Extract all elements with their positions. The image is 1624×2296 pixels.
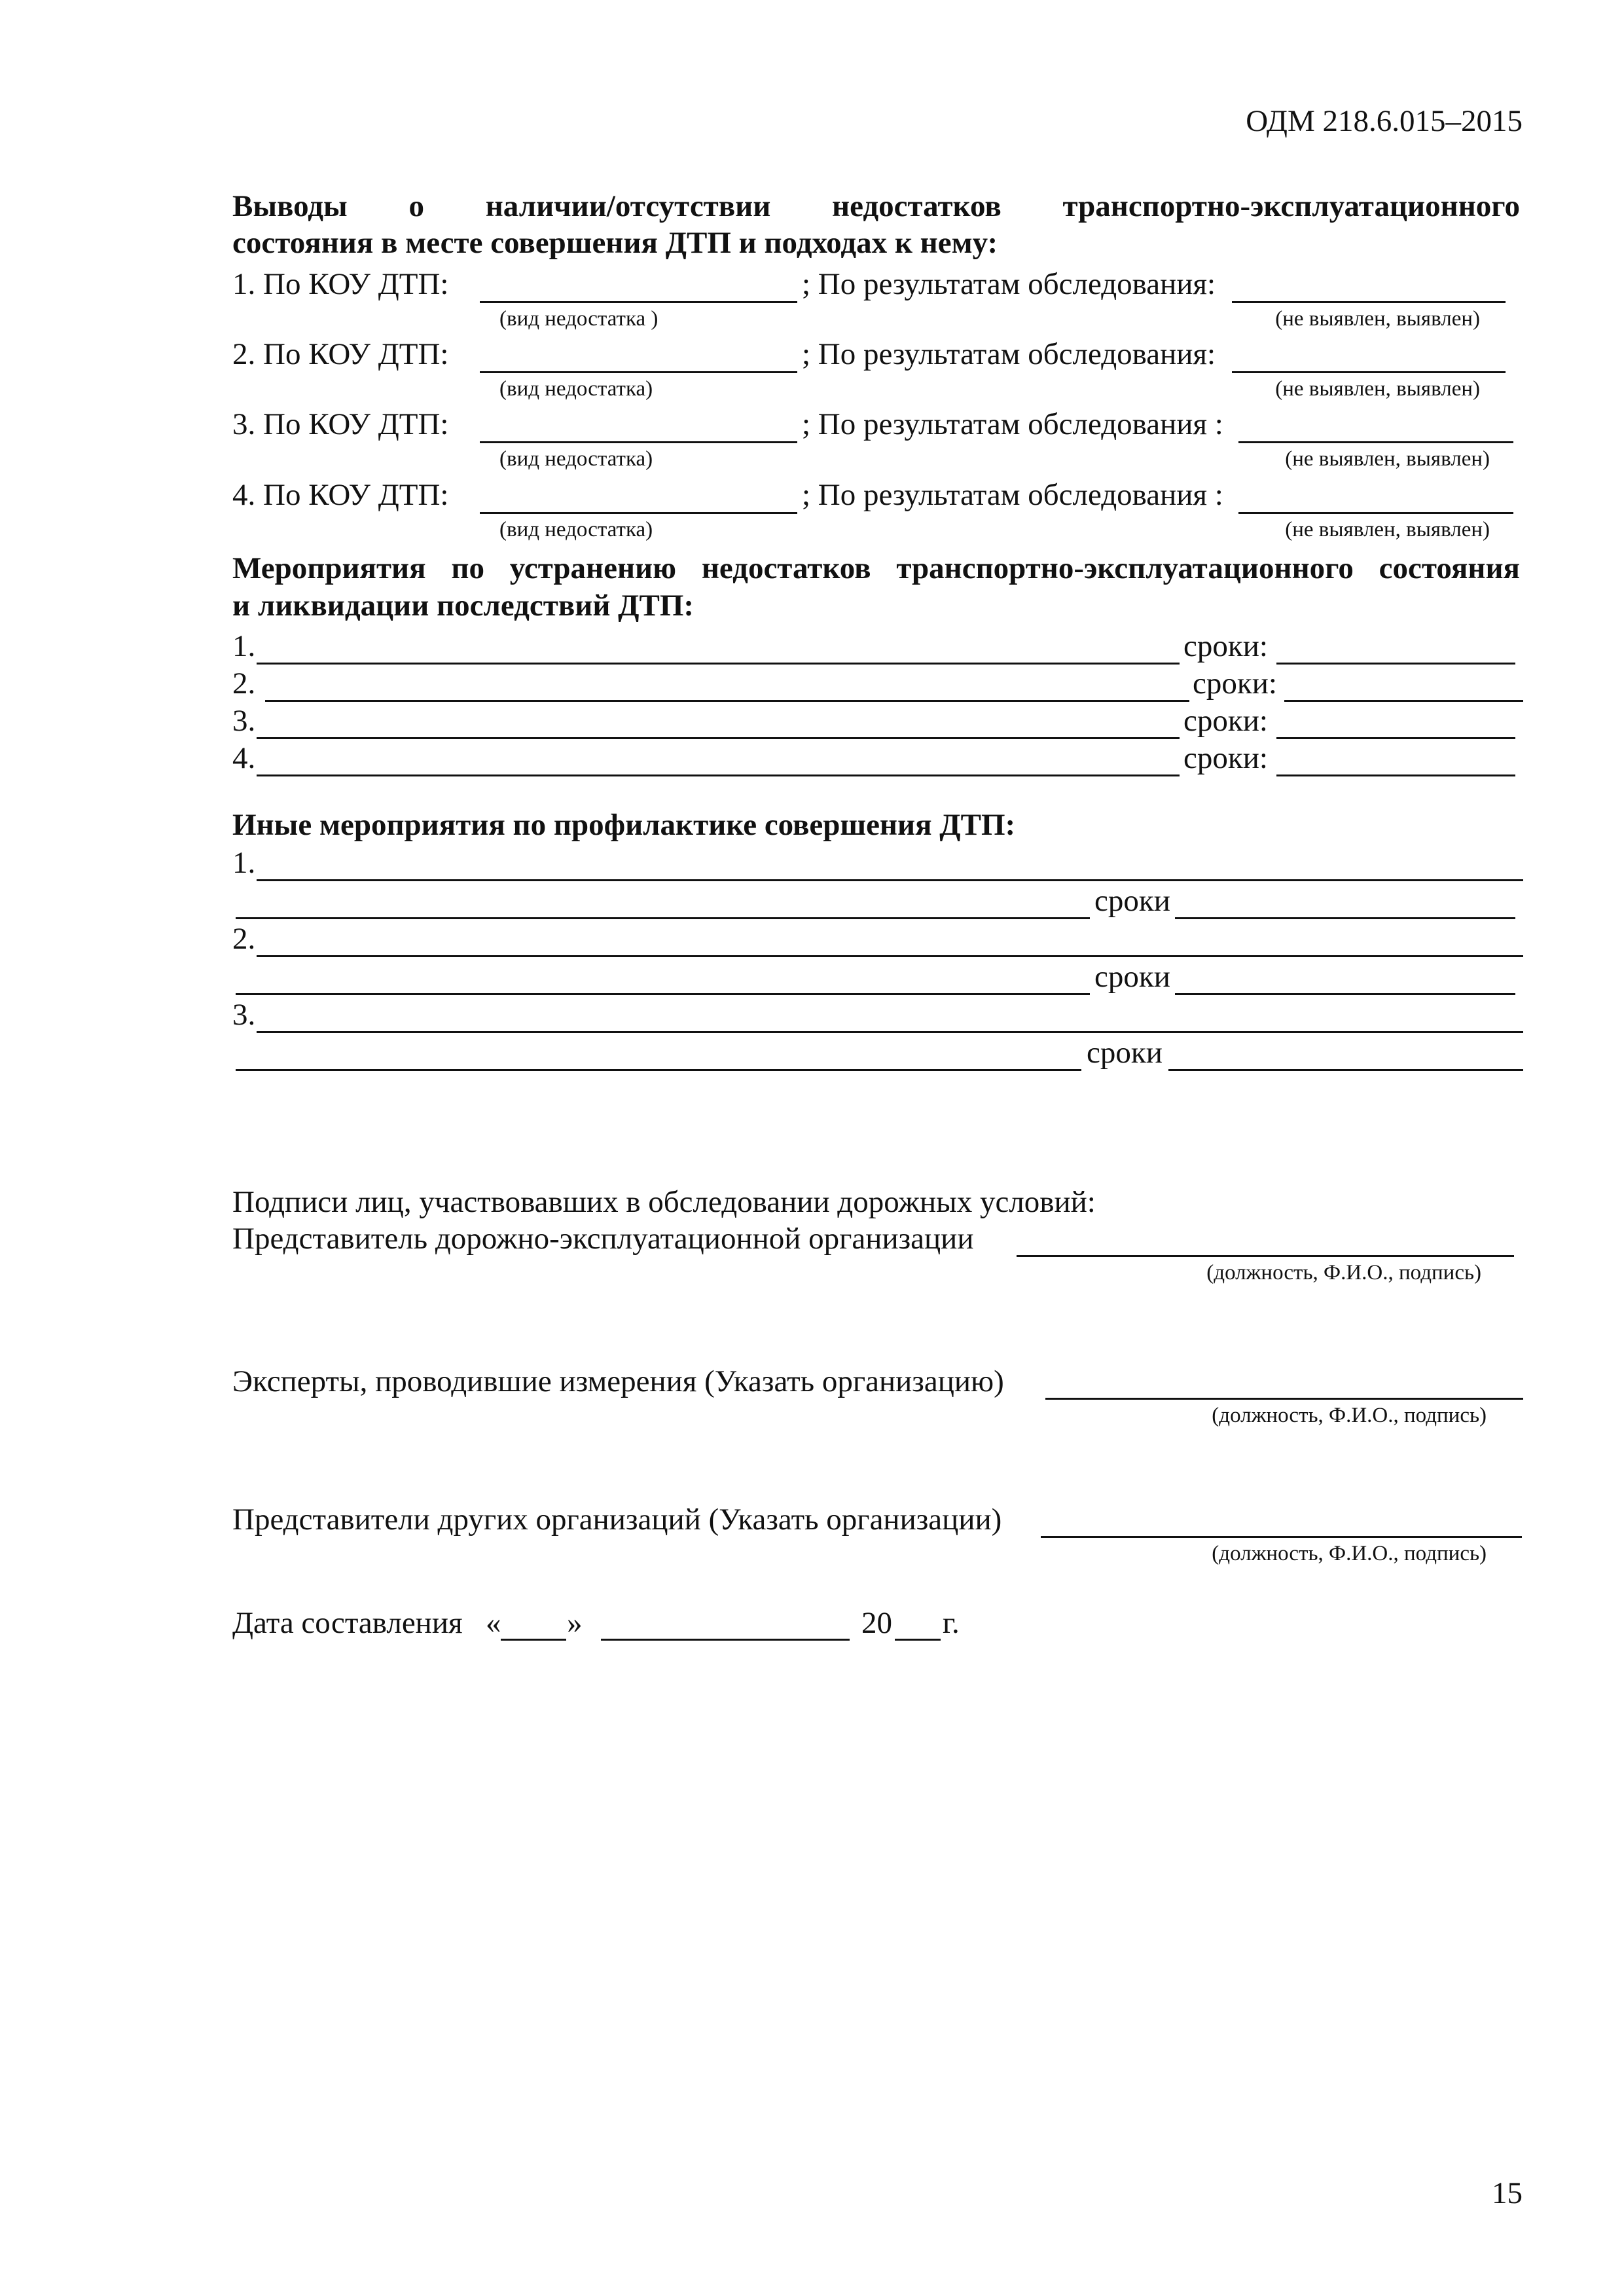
title-word: Мероприятия [232,551,426,585]
road-org-label: Представитель дорожно-эксплуатационной организации [232,1222,974,1256]
conclusions-title-line1 [232,191,1520,222]
date-month-field[interactable] [601,1639,850,1641]
date-day-field[interactable] [501,1639,566,1641]
other-measure-number: 1. [232,846,256,880]
measure-field[interactable] [257,774,1180,776]
other-measure-field-cont[interactable] [236,993,1090,995]
defect-type-hint: (вид недостатка ) [499,307,659,331]
measures-title-line1 [232,553,1520,584]
measure-number: 1. [232,629,256,663]
others-signature-field[interactable] [1041,1536,1522,1538]
deadline-label: сроки [1087,1036,1163,1070]
kou-item-label: 1. По КОУ ДТП: [232,267,449,301]
kou-item-label: 2. По КОУ ДТП: [232,337,449,371]
survey-result-label: ; По результатам обследования : [802,407,1223,441]
other-measure-field-cont[interactable] [236,1069,1081,1071]
deadline-field[interactable] [1175,917,1515,919]
title-word: состояния [1379,551,1520,585]
other-measure-field[interactable] [257,955,1523,957]
deadline-field[interactable] [1168,1069,1523,1071]
measure-number: 2. [232,666,256,701]
date-year-suffix: г. [943,1606,960,1640]
other-measure-field[interactable] [257,1031,1523,1033]
deadline-label: сроки [1094,960,1170,994]
survey-result-label: ; По результатам обследования: [802,337,1216,371]
document-code: ОДМ 218.6.015–2015 [1246,104,1523,138]
other-measure-field-cont[interactable] [236,917,1090,919]
title-word: недостатков [701,551,871,585]
defect-type-hint: (вид недостатка) [499,377,653,401]
other-measures-title: Иные мероприятия по профилактике совершения ДТП: [232,808,1016,842]
deadline-field[interactable] [1284,700,1523,702]
deadline-label: сроки: [1183,741,1268,775]
survey-result-field[interactable] [1232,301,1506,303]
survey-result-hint: (не выявлен, выявлен) [1275,377,1480,401]
page-number: 15 [1492,2176,1523,2210]
title-word: устранению [509,551,677,585]
kou-item-label: 3. По КОУ ДТП: [232,407,449,441]
date-label: Дата составления [232,1606,463,1640]
title-word: транспортно-эксплуатационного [896,551,1354,585]
other-measure-number: 2. [232,922,256,956]
title-word: Выводы [232,189,348,223]
survey-result-label: ; По результатам обследования : [802,478,1223,512]
measure-field[interactable] [257,737,1180,739]
title-word: наличии/отсутствии [485,189,771,223]
survey-result-hint: (не выявлен, выявлен) [1285,518,1490,541]
defect-type-field[interactable] [480,512,797,514]
deadline-label: сроки: [1193,666,1277,701]
title-word: по [451,551,484,585]
other-measure-number: 3. [232,998,256,1032]
measure-field[interactable] [265,700,1189,702]
date-close-quote: » [567,1606,583,1640]
defect-type-field[interactable] [480,441,797,443]
conclusions-title-line2: состояния в месте совершения ДТП и подходах к нему: [232,226,998,260]
deadline-field[interactable] [1276,774,1515,776]
survey-result-field[interactable] [1232,371,1506,373]
date-year-prefix: 20 [861,1606,892,1640]
survey-result-hint: (не выявлен, выявлен) [1275,307,1480,331]
deadline-field[interactable] [1175,993,1515,995]
signature-hint: (должность, Ф.И.О., подпись) [1212,1404,1487,1427]
signature-hint: (должность, Ф.И.О., подпись) [1212,1542,1487,1565]
date-year-field[interactable] [895,1639,941,1641]
measure-field[interactable] [257,663,1180,665]
signatures-title: Подписи лиц, участвовавших в обследовании дорожных условий: [232,1185,1096,1219]
survey-result-hint: (не выявлен, выявлен) [1285,447,1490,471]
defect-type-hint: (вид недостатка) [499,447,653,471]
survey-result-field[interactable] [1238,441,1513,443]
deadline-field[interactable] [1276,663,1515,665]
deadline-label: сроки: [1183,629,1268,663]
measure-number: 3. [232,704,256,738]
title-word: о [408,189,424,223]
survey-result-field[interactable] [1238,512,1513,514]
measures-title-line2: и ликвидации последствий ДТП: [232,589,695,623]
others-label: Представители других организаций (Указать организации) [232,1503,1002,1537]
deadline-field[interactable] [1276,737,1515,739]
defect-type-field[interactable] [480,371,797,373]
road-org-signature-field[interactable] [1017,1255,1514,1257]
other-measure-field[interactable] [257,879,1523,881]
measure-number: 4. [232,741,256,775]
date-open-quote: « [486,1606,501,1640]
experts-label: Эксперты, проводившие измерения (Указать организацию) [232,1364,1004,1398]
deadline-label: сроки: [1183,704,1268,738]
kou-item-label: 4. По КОУ ДТП: [232,478,449,512]
defect-type-field[interactable] [480,301,797,303]
title-word: транспортно-эксплуатационного [1062,189,1520,223]
survey-result-label: ; По результатам обследования: [802,267,1216,301]
experts-signature-field[interactable] [1045,1398,1523,1400]
title-word: недостатков [832,189,1001,223]
signature-hint: (должность, Ф.И.О., подпись) [1206,1261,1481,1285]
defect-type-hint: (вид недостатка) [499,518,653,541]
deadline-label: сроки [1094,884,1170,918]
